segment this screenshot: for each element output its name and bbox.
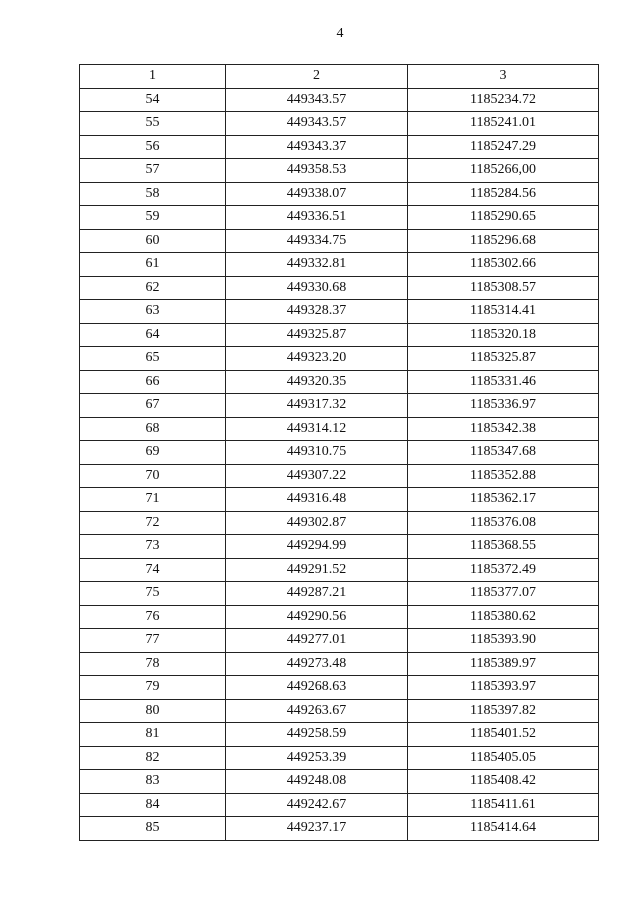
table-row [80, 558, 599, 582]
x-coordinate-cell: 449314.12 [226, 417, 408, 441]
x-coordinate-cell: 449277.01 [226, 629, 408, 653]
point-number-cell: 67 [80, 394, 226, 418]
table-row [80, 652, 599, 676]
table-row [80, 817, 599, 841]
table-row [80, 159, 599, 183]
point-number-cell: 68 [80, 417, 226, 441]
x-coordinate-cell: 449307.22 [226, 464, 408, 488]
point-number-cell: 56 [80, 135, 226, 159]
column-header-3: 3 [408, 65, 599, 89]
y-coordinate-cell: 1185414.64 [408, 817, 599, 841]
y-coordinate-cell: 1185352.88 [408, 464, 599, 488]
y-coordinate-cell: 1185393.90 [408, 629, 599, 653]
y-coordinate-cell: 1185336.97 [408, 394, 599, 418]
point-number-cell: 77 [80, 629, 226, 653]
table-row [80, 464, 599, 488]
point-number-cell: 75 [80, 582, 226, 606]
table-row [80, 182, 599, 206]
y-coordinate-cell: 1185380.62 [408, 605, 599, 629]
table-row [80, 582, 599, 606]
y-coordinate-cell: 1185401.52 [408, 723, 599, 747]
x-coordinate-cell: 449258.59 [226, 723, 408, 747]
y-coordinate-cell: 1185302.66 [408, 253, 599, 277]
y-coordinate-cell: 1185314.41 [408, 300, 599, 324]
point-number-cell: 59 [80, 206, 226, 230]
x-coordinate-cell: 449317.32 [226, 394, 408, 418]
x-coordinate-cell: 449316.48 [226, 488, 408, 512]
x-coordinate-cell: 449248.08 [226, 770, 408, 794]
point-number-cell: 81 [80, 723, 226, 747]
y-coordinate-cell: 1185368.55 [408, 535, 599, 559]
x-coordinate-cell: 449253.39 [226, 746, 408, 770]
table-body [80, 88, 599, 840]
table-row [80, 417, 599, 441]
table-row [80, 511, 599, 535]
point-number-cell: 83 [80, 770, 226, 794]
y-coordinate-cell: 1185320.18 [408, 323, 599, 347]
y-coordinate-cell: 1185372.49 [408, 558, 599, 582]
x-coordinate-cell: 449302.87 [226, 511, 408, 535]
coordinates-table [79, 64, 599, 841]
y-coordinate-cell: 1185290.65 [408, 206, 599, 230]
y-coordinate-cell: 1185411.61 [408, 793, 599, 817]
point-number-cell: 71 [80, 488, 226, 512]
point-number-cell: 80 [80, 699, 226, 723]
table-row [80, 347, 599, 371]
point-number-cell: 73 [80, 535, 226, 559]
table-row [80, 746, 599, 770]
column-header-2: 2 [226, 65, 408, 89]
table-row [80, 793, 599, 817]
table-row [80, 535, 599, 559]
x-coordinate-cell: 449323.20 [226, 347, 408, 371]
table-row [80, 629, 599, 653]
point-number-cell: 85 [80, 817, 226, 841]
table-row [80, 88, 599, 112]
table-row [80, 605, 599, 629]
table-row [80, 676, 599, 700]
point-number-cell: 82 [80, 746, 226, 770]
y-coordinate-cell: 1185284.56 [408, 182, 599, 206]
point-number-cell: 76 [80, 605, 226, 629]
y-coordinate-cell: 1185234.72 [408, 88, 599, 112]
point-number-cell: 61 [80, 253, 226, 277]
y-coordinate-cell: 1185389.97 [408, 652, 599, 676]
x-coordinate-cell: 449343.57 [226, 112, 408, 136]
y-coordinate-cell: 1185408.42 [408, 770, 599, 794]
y-coordinate-cell: 1185296.68 [408, 229, 599, 253]
point-number-cell: 79 [80, 676, 226, 700]
y-coordinate-cell: 1185241.01 [408, 112, 599, 136]
column-header-1: 1 [80, 65, 226, 89]
table-row [80, 394, 599, 418]
point-number-cell: 78 [80, 652, 226, 676]
x-coordinate-cell: 449338.07 [226, 182, 408, 206]
table-row [80, 770, 599, 794]
x-coordinate-cell: 449325.87 [226, 323, 408, 347]
y-coordinate-cell: 1185266,00 [408, 159, 599, 183]
y-coordinate-cell: 1185308.57 [408, 276, 599, 300]
point-number-cell: 54 [80, 88, 226, 112]
table-row [80, 300, 599, 324]
x-coordinate-cell: 449291.52 [226, 558, 408, 582]
table-row [80, 135, 599, 159]
x-coordinate-cell: 449287.21 [226, 582, 408, 606]
point-number-cell: 70 [80, 464, 226, 488]
x-coordinate-cell: 449290.56 [226, 605, 408, 629]
y-coordinate-cell: 1185247.29 [408, 135, 599, 159]
x-coordinate-cell: 449237.17 [226, 817, 408, 841]
y-coordinate-cell: 1185397.82 [408, 699, 599, 723]
point-number-cell: 72 [80, 511, 226, 535]
point-number-cell: 84 [80, 793, 226, 817]
y-coordinate-cell: 1185393.97 [408, 676, 599, 700]
table-row [80, 229, 599, 253]
table-row [80, 723, 599, 747]
x-coordinate-cell: 449273.48 [226, 652, 408, 676]
x-coordinate-cell: 449343.37 [226, 135, 408, 159]
table-row [80, 276, 599, 300]
x-coordinate-cell: 449332.81 [226, 253, 408, 277]
table-row [80, 253, 599, 277]
x-coordinate-cell: 449268.63 [226, 676, 408, 700]
x-coordinate-cell: 449310.75 [226, 441, 408, 465]
page-number: 4 [336, 26, 344, 41]
x-coordinate-cell: 449320.35 [226, 370, 408, 394]
point-number-cell: 58 [80, 182, 226, 206]
x-coordinate-cell: 449328.37 [226, 300, 408, 324]
x-coordinate-cell: 449242.67 [226, 793, 408, 817]
table-row [80, 112, 599, 136]
table-row [80, 323, 599, 347]
y-coordinate-cell: 1185405.05 [408, 746, 599, 770]
table-row [80, 699, 599, 723]
table-row [80, 441, 599, 465]
table-row [80, 488, 599, 512]
point-number-cell: 55 [80, 112, 226, 136]
x-coordinate-cell: 449336.51 [226, 206, 408, 230]
x-coordinate-cell: 449330.68 [226, 276, 408, 300]
table-header-row [80, 65, 599, 89]
x-coordinate-cell: 449343.57 [226, 88, 408, 112]
x-coordinate-cell: 449358.53 [226, 159, 408, 183]
y-coordinate-cell: 1185325.87 [408, 347, 599, 371]
point-number-cell: 65 [80, 347, 226, 371]
point-number-cell: 69 [80, 441, 226, 465]
x-coordinate-cell: 449263.67 [226, 699, 408, 723]
table-row [80, 206, 599, 230]
y-coordinate-cell: 1185362.17 [408, 488, 599, 512]
point-number-cell: 62 [80, 276, 226, 300]
point-number-cell: 60 [80, 229, 226, 253]
point-number-cell: 57 [80, 159, 226, 183]
x-coordinate-cell: 449334.75 [226, 229, 408, 253]
x-coordinate-cell: 449294.99 [226, 535, 408, 559]
y-coordinate-cell: 1185376.08 [408, 511, 599, 535]
point-number-cell: 64 [80, 323, 226, 347]
y-coordinate-cell: 1185342.38 [408, 417, 599, 441]
point-number-cell: 74 [80, 558, 226, 582]
point-number-cell: 66 [80, 370, 226, 394]
y-coordinate-cell: 1185347.68 [408, 441, 599, 465]
y-coordinate-cell: 1185377.07 [408, 582, 599, 606]
table-row [80, 370, 599, 394]
y-coordinate-cell: 1185331.46 [408, 370, 599, 394]
point-number-cell: 63 [80, 300, 226, 324]
